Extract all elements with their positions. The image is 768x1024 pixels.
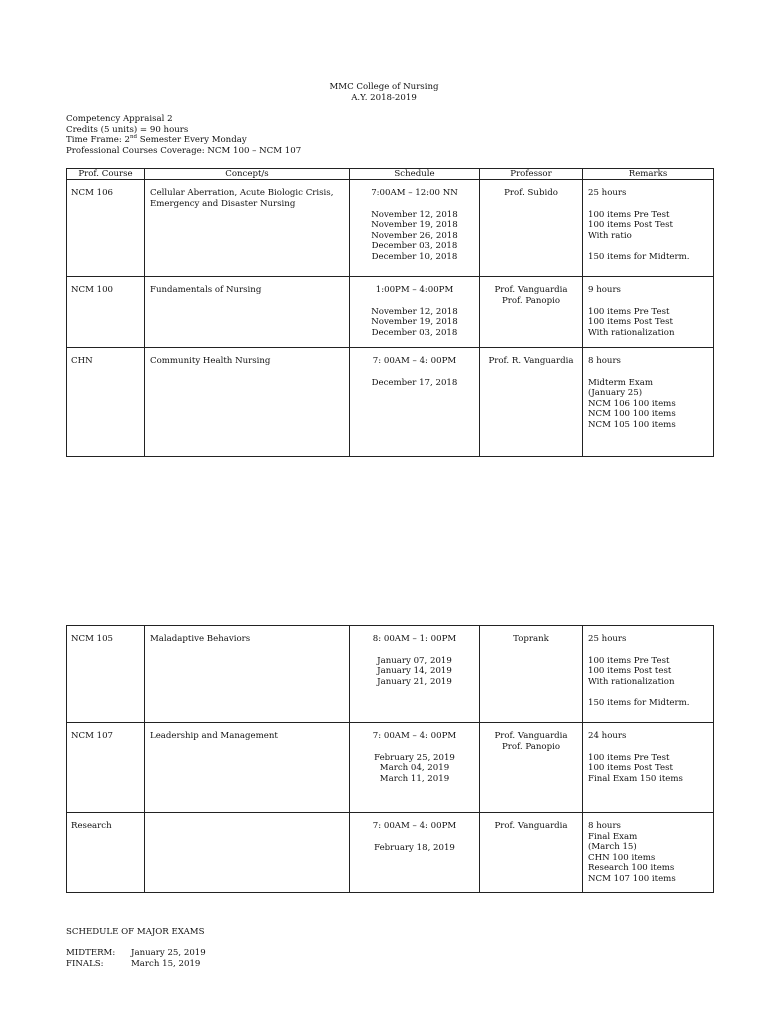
header-schedule: Schedule — [350, 169, 480, 180]
professor-name: Prof. Vanguardia — [494, 731, 568, 741]
cell-prof-course — [67, 813, 145, 893]
cell-concepts — [145, 723, 350, 813]
remarks-line: 100 items Post Test — [588, 220, 673, 231]
course-code: CHN — [71, 356, 93, 366]
schedule-time: 7: 00AM – 4: 00PM — [372, 821, 457, 831]
cell-professor — [480, 626, 583, 723]
cell-concepts — [145, 180, 350, 277]
concept-line: Cellular Aberration, Acute Biologic Crisis, — [150, 188, 334, 198]
cell-concepts — [145, 813, 350, 893]
major-exams-heading: SCHEDULE OF MAJOR EXAMS — [66, 927, 205, 937]
header-professor: Professor — [480, 169, 583, 180]
cell-remarks — [583, 277, 714, 348]
professor-name: Prof. R. Vanguardia — [488, 356, 574, 366]
remarks-line: NCM 105 100 items — [588, 419, 676, 430]
schedule-table-1 — [66, 168, 714, 457]
professor-name: Prof. Panopio — [501, 295, 561, 306]
schedule-date: January 07, 2019 — [377, 655, 452, 666]
remarks-line: With rationalization — [588, 676, 675, 687]
remarks-line: 100 items Pre Test — [588, 752, 670, 763]
cell-schedule — [350, 723, 480, 813]
cell-professor — [480, 277, 583, 348]
remarks-line: 100 items Pre Test — [588, 306, 670, 317]
cell-prof-course — [67, 180, 145, 277]
professor-name: Prof. Vanguardia — [494, 285, 568, 295]
professor-name: Prof. Panopio — [501, 741, 561, 752]
cell-concepts — [145, 626, 350, 723]
schedule-time: 7: 00AM – 4: 00PM — [372, 731, 457, 741]
schedule-time: 7:00AM – 12:00 NN — [371, 188, 458, 198]
professor-name: Prof. Subido — [504, 188, 558, 198]
concept-line: Leadership and Management — [150, 731, 278, 741]
professor-name: Prof. Vanguardia — [494, 821, 568, 831]
table-row — [67, 277, 714, 348]
remarks-line: 100 items Post Test — [588, 317, 673, 328]
course-name: Competency Appraisal 2 — [66, 114, 173, 124]
remarks-hours: 8 hours — [588, 821, 621, 831]
header-prof-course: Prof. Course — [67, 169, 145, 180]
concept-line: Maladaptive Behaviors — [150, 634, 251, 644]
academic-year: A.Y. 2018-2019 — [351, 92, 417, 103]
cell-prof-course — [67, 348, 145, 457]
cell-schedule — [350, 348, 480, 457]
schedule-date: February 25, 2019 — [374, 752, 455, 763]
remarks-line: Midterm Exam — [588, 377, 653, 388]
concept-line: Fundamentals of Nursing — [150, 285, 262, 295]
remarks-line: With ratio — [588, 230, 632, 241]
remarks-line: Final Exam 150 items — [588, 773, 683, 784]
cell-prof-course — [67, 277, 145, 348]
schedule-date: January 21, 2019 — [377, 676, 452, 687]
remarks-line: With rationalization — [588, 327, 675, 338]
cell-schedule — [350, 813, 480, 893]
schedule-date: January 14, 2019 — [377, 666, 452, 677]
remarks-line: NCM 106 100 items — [588, 398, 676, 409]
remarks-hours: 25 hours — [588, 188, 627, 198]
course-code: NCM 106 — [71, 188, 114, 198]
cell-schedule — [350, 626, 480, 723]
schedule-date: December 03, 2018 — [371, 327, 458, 338]
exam-row-midterm — [66, 948, 205, 959]
remarks-line: 100 items Post Test — [588, 763, 673, 774]
concept-line: Community Health Nursing — [150, 356, 271, 366]
cell-concepts — [145, 277, 350, 348]
table-row — [67, 813, 714, 893]
schedule-date: December 03, 2018 — [371, 241, 458, 252]
remarks-line: 100 items Post test — [588, 666, 672, 677]
remarks-line: NCM 107 100 items — [588, 873, 676, 884]
course-code: NCM 100 — [71, 285, 114, 295]
course-code: Research — [71, 821, 112, 831]
remarks-line: NCM 100 100 items — [588, 409, 676, 420]
cell-remarks — [583, 723, 714, 813]
cell-professor — [480, 813, 583, 893]
cell-prof-course — [67, 626, 145, 723]
exam-label: MIDTERM: — [66, 948, 116, 959]
schedule-date: February 18, 2019 — [374, 842, 455, 853]
exam-date: March 15, 2019 — [131, 958, 201, 969]
remarks-hours: 8 hours — [588, 356, 621, 366]
remarks-line: (March 15) — [588, 842, 637, 853]
cell-remarks — [583, 348, 714, 457]
remarks-line: 100 items Pre Test — [588, 209, 670, 220]
schedule-time: 8: 00AM – 1: 00PM — [372, 634, 457, 644]
schedule-date: November 12, 2018 — [371, 209, 458, 220]
remarks-midterm-note: 150 items for Midterm. — [588, 698, 690, 709]
cell-professor — [480, 723, 583, 813]
table-row — [67, 626, 714, 723]
schedule-date: December 17, 2018 — [371, 377, 458, 388]
header-remarks: Remarks — [583, 169, 714, 180]
cell-professor — [480, 348, 583, 457]
cell-remarks — [583, 180, 714, 277]
course-code: NCM 105 — [71, 634, 114, 644]
remarks-midterm-note: 150 items for Midterm. — [588, 252, 690, 263]
cell-schedule — [350, 277, 480, 348]
remarks-line: Final Exam — [588, 831, 638, 842]
cell-remarks — [583, 813, 714, 893]
schedule-date: March 04, 2019 — [379, 763, 450, 774]
table-header-row — [67, 169, 714, 180]
exam-label: FINALS: — [66, 958, 104, 969]
schedule-date: December 10, 2018 — [371, 251, 458, 262]
major-exams-schedule — [66, 927, 205, 969]
schedule-date: March 11, 2019 — [379, 773, 450, 784]
table-row — [67, 348, 714, 457]
remarks-hours: 9 hours — [588, 285, 621, 295]
schedule-time: 7: 00AM – 4: 00PM — [372, 356, 457, 366]
remarks-hours: 25 hours — [588, 634, 627, 644]
schedule-date: November 12, 2018 — [371, 306, 458, 317]
schedule-table-2 — [66, 625, 714, 893]
remarks-line: (January 25) — [588, 388, 643, 399]
professor-name: Toprank — [513, 634, 549, 644]
exam-row-finals — [66, 959, 205, 970]
cell-concepts — [145, 348, 350, 457]
table-row — [67, 180, 714, 277]
cell-prof-course — [67, 723, 145, 813]
table-row — [67, 723, 714, 813]
time-frame: Time Frame: 2nd Semester Every Monday — [66, 134, 247, 146]
cell-remarks — [583, 626, 714, 723]
remarks-hours: 24 hours — [588, 731, 627, 741]
cell-schedule — [350, 180, 480, 277]
schedule-time: 1:00PM – 4:00PM — [375, 285, 454, 295]
concept-line: Emergency and Disaster Nursing — [150, 198, 296, 209]
courses-coverage: Professional Courses Coverage: NCM 100 – NCM 107 — [66, 145, 302, 156]
schedule-date: November 19, 2018 — [371, 317, 458, 328]
exam-date: January 25, 2019 — [131, 948, 206, 959]
course-code: NCM 107 — [71, 731, 114, 741]
credits: Credits (5 units) = 90 hours — [66, 124, 189, 135]
header-concepts: Concept/s — [145, 169, 350, 180]
schedule-date: November 26, 2018 — [371, 230, 458, 241]
remarks-line: Research 100 items — [588, 863, 675, 874]
remarks-line: 100 items Pre Test — [588, 655, 670, 666]
course-info — [66, 114, 301, 156]
cell-professor — [480, 180, 583, 277]
schedule-date: November 19, 2018 — [371, 220, 458, 231]
document-title: MMC College of Nursing — [329, 82, 439, 92]
remarks-line: CHN 100 items — [588, 852, 656, 863]
